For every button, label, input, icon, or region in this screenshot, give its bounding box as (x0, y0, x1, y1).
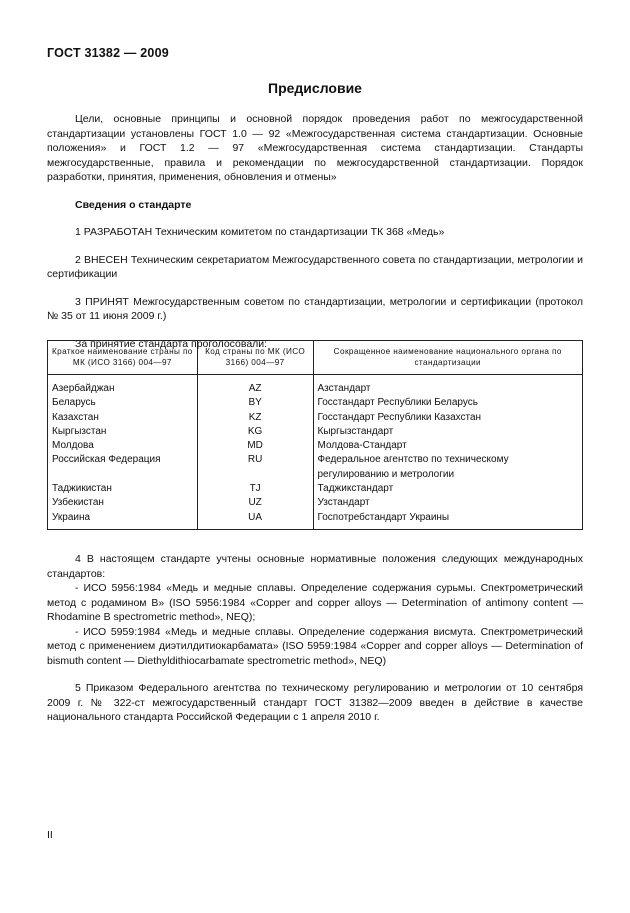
table-row (48, 411, 583, 425)
code-cell: BY (197, 396, 313, 410)
table-row (48, 396, 583, 410)
code-cell: TJ (197, 482, 313, 496)
country-cell: Азербайджан (52, 383, 115, 394)
table-row (48, 482, 583, 496)
country-cell: Российская Федерация (52, 454, 161, 466)
item-4-standard-2: - ИСО 5959:1984 «Медь и медные сплавы. Определение содержания висмута. Спектрометрический метод с применением диэтилдитиокарбамата» (ISO 5959:1984 «Copper and copper alloys — Determination of bismuth content — Diethyldithiocarbamate spectrometric method», NEQ) (47, 625, 583, 667)
code-cell: AZ (197, 375, 313, 397)
section-heading: Сведения о стандарте (75, 198, 192, 211)
voting-table (47, 340, 583, 530)
country-cell: Таджикистан (52, 483, 112, 495)
body-cell: Молдова-Стандарт (313, 439, 583, 453)
code-cell: UZ (197, 496, 313, 510)
foreword-body (47, 112, 583, 351)
table-row (48, 453, 583, 482)
item-5: 5 Приказом Федерального агентства по техническому регулированию и метрологии от 10 сентября 2009 г. № 322-ст межгосударственный стандарт ГОСТ 31382—2009 введен в действие в качестве национального стандарта Российской Федерации с 1 апреля 2010 г. (47, 682, 583, 723)
code-cell: KZ (197, 411, 313, 425)
table-row (48, 375, 583, 397)
code-cell: KG (197, 425, 313, 439)
item-4-lead: 4 В настоящем стандарте учтены основные нормативные положения следующих международных стандартов: (47, 553, 583, 580)
body-cell: Федеральное агентство по техническому регулированию и метрологии (313, 453, 583, 482)
country-cell: Украина (52, 511, 91, 523)
code-cell: RU (197, 453, 313, 482)
table-header-row (48, 341, 583, 375)
country-cell: Узбекистан (52, 497, 104, 509)
code-cell: UA (197, 511, 313, 530)
page-number: II (47, 829, 53, 841)
vote-intro: За принятие стандарта проголосовали: (75, 337, 268, 350)
item-1: 1 РАЗРАБОТАН Техническим комитетом по стандартизации ТК 368 «Медь» (75, 226, 445, 238)
country-cell: Молдова (52, 440, 94, 452)
table-row (48, 439, 583, 453)
body-cell: Госпотребстандарт Украины (313, 511, 583, 530)
header-body: Сокращенное наименование национального органа по стандартизации (313, 341, 583, 375)
intro-paragraph: Цели, основные принципы и основной порядок проведения работ по межгосударственной стандартизации установлены ГОСТ 1.0 — 92 «Межгосударственная система стандартизации. Основные положения» и ГОСТ 1.2 — 97 «Межгосударственная система стандартизации. Стандарты межгосударственные, правила и рекомендации по межгосударственной стандартизации. Порядок разработки, принятия, применения, обновления и отмены» (47, 113, 583, 183)
item-2: 2 ВНЕСЕН Техническим секретариатом Межгосударственного совета по стандартизации, метрологии и сертификации (47, 253, 583, 280)
country-cell: Кыргызстан (52, 425, 107, 437)
header-code: Код страны по МК (ИСО 3166) 004—97 (197, 341, 313, 375)
table-row (48, 496, 583, 510)
code-cell: MD (197, 439, 313, 453)
body-cell: Госстандарт Республики Беларусь (313, 396, 583, 410)
body-cell: Кыргызстандарт (313, 425, 583, 439)
table-row (48, 511, 583, 530)
page-title: Предисловие (268, 80, 362, 96)
standard-code-header: ГОСТ 31382 — 2009 (47, 46, 169, 60)
body-cell: Азстандарт (313, 375, 583, 397)
table-row (48, 425, 583, 439)
item-3: 3 ПРИНЯТ Межгосударственным советом по стандартизации, метрологии и сертификации (протокол № 35 от 11 июня 2009 г.) (47, 295, 583, 322)
item-4-standard-1: - ИСО 5956:1984 «Медь и медные сплавы. Определение содержания сурьмы. Спектрометрический метод с родамином В» (ISO 5956:1984 «Copper and copper alloys — Determination of antimony content — Rhodamine B spectrometric method», NEQ); (47, 582, 583, 623)
body-cell: Таджикстандарт (313, 482, 583, 496)
country-cell: Казахстан (52, 411, 99, 423)
body-cell: Госстандарт Республики Казахстан (313, 411, 583, 425)
foreword-body-continued (47, 552, 583, 725)
country-cell: Беларусь (52, 397, 96, 409)
body-cell: Узстандарт (313, 496, 583, 510)
header-country: Краткое наименование страны по МК (ИСО 3166) 004—97 (48, 341, 198, 375)
